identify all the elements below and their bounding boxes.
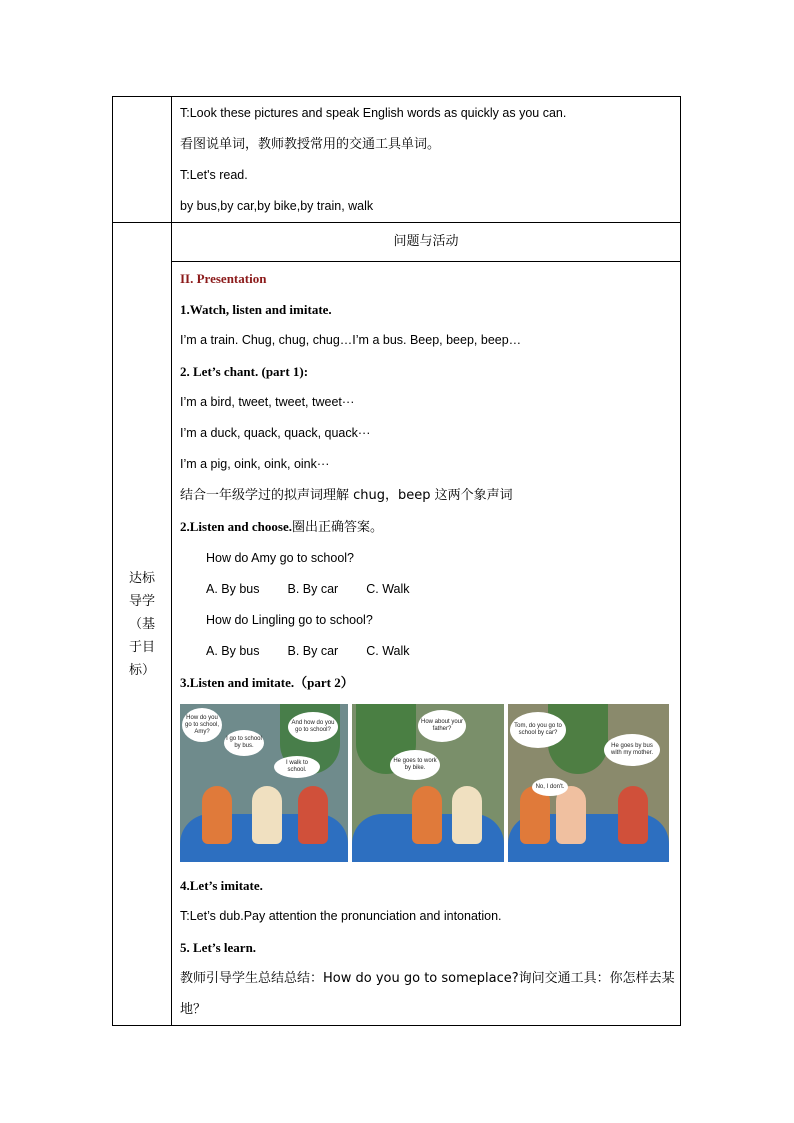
step2-title: 2. Let’s chant. (part 1): <box>180 364 309 379</box>
comic-strip <box>172 698 680 870</box>
step3-title-cn: 圈出正确答案。 <box>291 520 383 535</box>
question-2-options <box>172 636 680 667</box>
speech-bubble: I walk to school. <box>274 756 320 778</box>
lesson-table <box>112 96 681 1026</box>
warmup-cell <box>172 97 681 223</box>
presentation-heading: II. Presentation <box>180 271 267 286</box>
comic-panel-3 <box>508 704 669 862</box>
question-2: How do Lingling go to school? <box>206 613 373 627</box>
step6-title: 5. Let’s learn. <box>180 940 257 955</box>
chant-line-2: I’m a duck, quack, quack, quack··· <box>180 426 371 440</box>
child-figure <box>298 786 328 844</box>
q1-option-b: B. By car <box>287 582 339 596</box>
child-figure <box>412 786 442 844</box>
q1-option-c: C. Walk <box>366 582 410 596</box>
header-row <box>113 223 681 262</box>
warmup-line-2: 看图说单词，教师教授常用的交通工具单词。 <box>180 137 441 152</box>
q2-option-a: A. By bus <box>206 644 260 658</box>
step5-title: 4.Let’s imitate. <box>180 878 263 893</box>
side-label-cell <box>113 223 172 1026</box>
question-1: How do Amy go to school? <box>206 551 354 565</box>
q2-option-b: B. By car <box>287 644 339 658</box>
warmup-line-3: T:Let's read. <box>180 168 248 182</box>
speech-bubble: Tom, do you go to school by car? <box>510 712 566 748</box>
child-figure <box>618 786 648 844</box>
speech-bubble: He goes by bus with my mother. <box>604 734 660 766</box>
q1-option-a: A. By bus <box>206 582 260 596</box>
comic-panel-2 <box>352 704 504 862</box>
step6-text-1: 教师引导学生总结总结：How do you go to someplace?询问交通工具：你怎样去某 <box>180 971 675 986</box>
step5-text: T:Let’s dub.Pay attention the pronunciation and intonation. <box>180 909 502 923</box>
step4-title: 3.Listen and imitate.（part 2） <box>180 675 354 690</box>
speech-bubble: And how do you go to school? <box>288 712 338 742</box>
speech-bubble: He goes to work by bike. <box>390 750 440 780</box>
warmup-line-4: by bus,by car,by bike,by train, walk <box>180 199 374 213</box>
side-label: 达标导学（基于目标） <box>128 570 155 678</box>
speech-bubble: I go to school by bus. <box>224 730 264 756</box>
empty-side-cell <box>113 97 172 223</box>
child-figure <box>202 786 232 844</box>
chant-line-3: I’m a pig, oink, oink, oink··· <box>180 457 330 471</box>
q2-option-c: C. Walk <box>366 644 410 658</box>
warmup-row <box>113 97 681 223</box>
step3-title-line <box>172 511 680 543</box>
step3-title: 2.Listen and choose. <box>180 519 292 534</box>
chant-note: 结合一年级学过的拟声词理解 chug，beep 这两个象声词 <box>180 488 513 503</box>
section-header: 问题与活动 <box>172 223 681 262</box>
question-1-options <box>172 574 680 605</box>
chant-line-1: I’m a bird, tweet, tweet, tweet··· <box>180 395 355 409</box>
presentation-row <box>113 262 681 1026</box>
step1-text: I’m a train. Chug, chug, chug…I’m a bus. Beep, beep, beep… <box>180 333 522 347</box>
step6-text-2: 地？ <box>180 1002 207 1017</box>
child-figure <box>556 786 586 844</box>
speech-bubble: How about your father? <box>418 710 466 742</box>
child-figure <box>252 786 282 844</box>
comic-panel-1 <box>180 704 348 862</box>
speech-bubble: How do you go to school, Amy? <box>182 708 222 742</box>
child-figure <box>452 786 482 844</box>
warmup-line-1: T:Look these pictures and speak English words as quickly as you can. <box>180 106 567 120</box>
presentation-cell <box>172 262 681 1026</box>
step1-title: 1.Watch, listen and imitate. <box>180 302 332 317</box>
speech-bubble: No, I don't. <box>532 778 568 796</box>
